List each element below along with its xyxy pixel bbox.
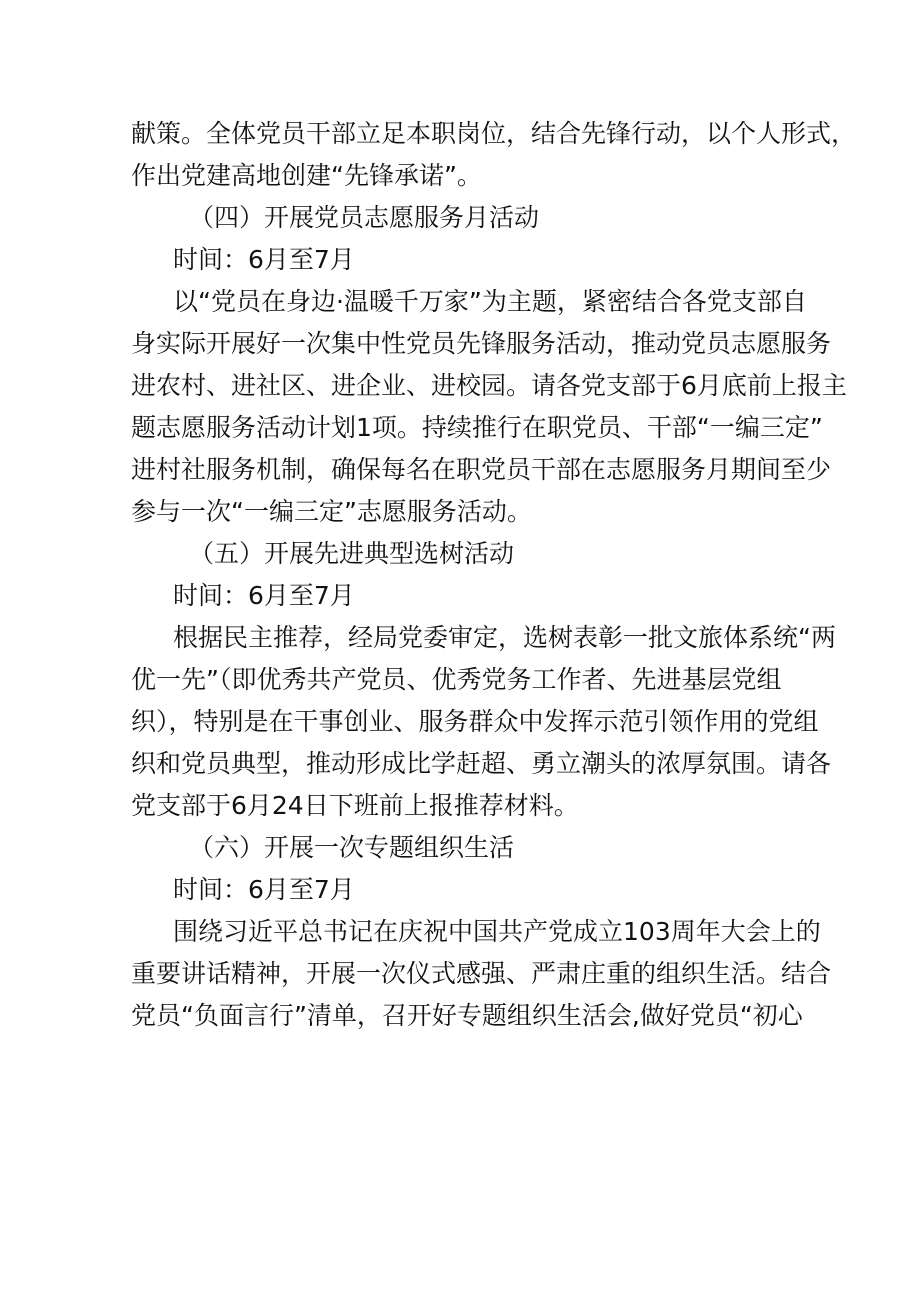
text-line: 参与一次“一编三定”志愿服务活动。	[131, 497, 532, 526]
text-line: 根据民主推荐，经局党委审定，选树表彰一批文旅体系统“两	[173, 623, 836, 652]
document-body	[131, 113, 857, 1037]
text-line: 优一先”（即优秀共产党员、优秀党务工作者、先进基层党组	[131, 665, 782, 694]
text-line: 围绕习近平总书记在庆祝中国共产党成立103周年大会上的	[173, 917, 821, 946]
section-time-5: 时间：6月至7月	[173, 581, 355, 610]
text-line: 党员“负面言行”清单，召开好专题组织生活会,做好党员“初心	[131, 1001, 803, 1030]
section-time-6: 时间：6月至7月	[173, 875, 355, 904]
text-line: 进村社服务机制，确保每名在职党员干部在志愿服务月期间至少	[131, 455, 832, 484]
section-heading-text: （六）开展一次专题组织生活	[189, 833, 515, 862]
text-line: 织），特别是在干事创业、服务群众中发挥示范引领作用的党组	[131, 707, 819, 736]
section-paragraph-4	[131, 281, 847, 533]
section-heading-6	[131, 827, 801, 869]
text-line: 重要讲话精神，开展一次仪式感强、严肃庄重的组织生活。结合	[131, 959, 832, 988]
section-time-4: 时间：6月至7月	[173, 245, 355, 274]
section-paragraph-6	[131, 911, 832, 1037]
text-line: 题志愿服务活动计划1项。持续推行在职党员、干部“一编三定”	[131, 413, 823, 442]
text-line: 党支部于6月24日下班前上报推荐材料。	[131, 791, 579, 820]
paragraph-continued	[131, 113, 857, 197]
section-heading-5	[131, 533, 801, 575]
text-line: 身实际开展好一次集中性党员先锋服务活动，推动党员志愿服务	[131, 329, 832, 358]
section-heading-4	[131, 197, 801, 239]
section-paragraph-5	[131, 617, 836, 827]
section-heading-text: （四）开展党员志愿服务月活动	[189, 203, 540, 232]
text-line: 献策。全体党员干部立足本职岗位，结合先锋行动，以个人形式，	[131, 119, 857, 148]
text-line: 织和党员典型，推动形成比学赶超、勇立潮头的浓厚氛围。请各	[131, 749, 832, 778]
text-line: 以“党员在身边·温暖千万家”为主题，紧密结合各党支部自	[173, 287, 807, 316]
text-line: 作出党建高地创建“先锋承诺”。	[131, 161, 482, 190]
section-heading-text: （五）开展先进典型选树活动	[189, 539, 515, 568]
text-line: 进农村、进社区、进企业、进校园。请各党支部于6月底前上报主	[131, 371, 847, 400]
